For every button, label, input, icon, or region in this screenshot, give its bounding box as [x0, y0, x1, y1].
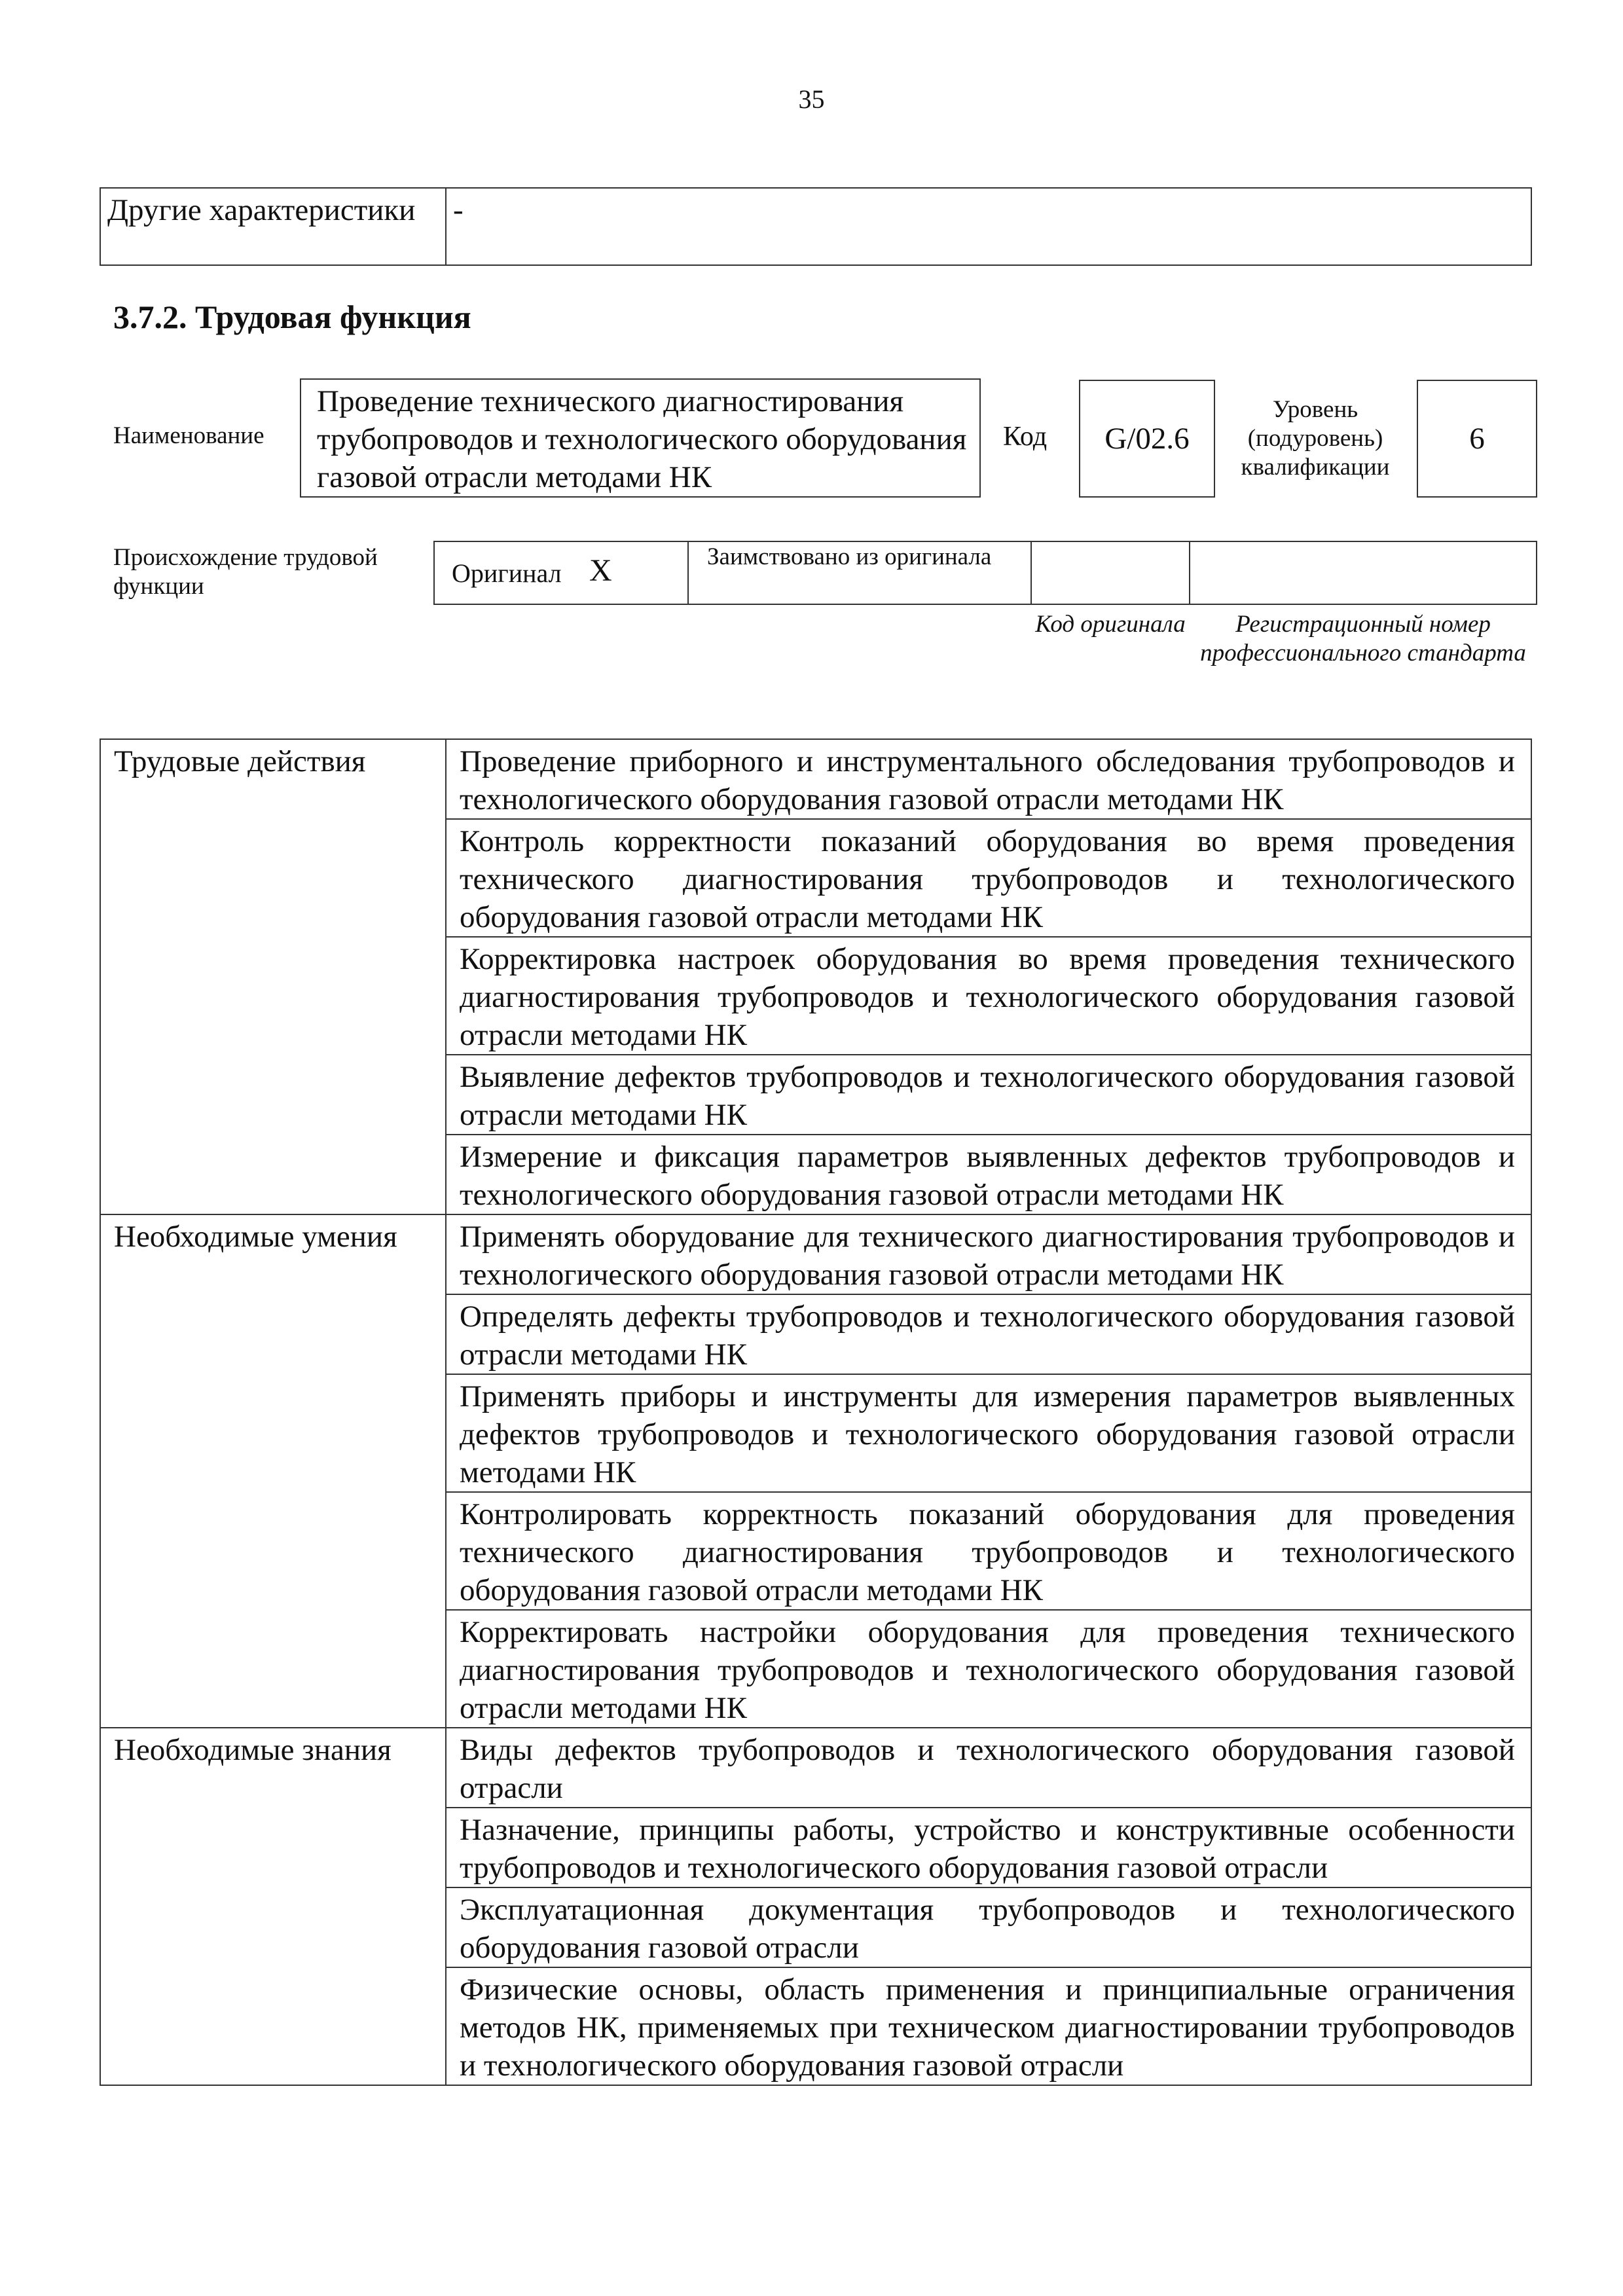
table-row — [100, 1214, 1531, 1294]
name-label: Наименование — [113, 422, 264, 449]
origin-label: Происхождение трудовой функции — [113, 544, 378, 600]
function-name: Проведение технического диагностирования трубопроводов и технологического оборудования газовой отрасли методами НК — [300, 378, 981, 498]
item-cell: Корректировать настройки оборудования для проведения технического диагностирования трубопроводов и технологического оборудования газовой отрасли методами НК — [446, 1610, 1531, 1728]
original-label: Оригинал — [452, 558, 562, 588]
level-value: 6 — [1417, 380, 1537, 498]
item-cell: Корректировка настроек оборудования во время проведения технического диагностирования трубопроводов и технологического оборудования газовой отрасли методами НК — [446, 937, 1531, 1055]
item-cell: Контроль корректности показаний оборудования во время проведения технического диагностирования трубопроводов и технологического оборудования газовой отрасли методами НК — [446, 819, 1531, 937]
level-label: Уровень (подуровень) квалификации — [1241, 396, 1390, 481]
item-cell: Выявление дефектов трубопроводов и технологического оборудования газовой отрасли методами НК — [446, 1055, 1531, 1135]
code-value: G/02.6 — [1079, 380, 1215, 498]
table-row — [100, 739, 1531, 819]
code-label: Код — [1003, 422, 1048, 452]
table-row — [100, 1728, 1531, 1808]
other-label: Другие характеристики — [100, 188, 446, 265]
item-cell: Назначение, принципы работы, устройство и конструктивные особенности трубопроводов и технологического оборудования газовой отрасли — [446, 1808, 1531, 1887]
item-cell: Измерение и фиксация параметров выявленных дефектов трубопроводов и технологического оборудования газовой отрасли методами НК — [446, 1135, 1531, 1214]
original-code-cell — [1030, 541, 1190, 605]
original-code-caption: Код оригинала — [1035, 611, 1186, 638]
table-row — [100, 188, 1531, 265]
item-cell: Эксплуатационная документация трубопроводов и технологического оборудования газовой отрасли — [446, 1887, 1531, 1967]
borrowed-label: Заимствовано из оригинала — [707, 543, 992, 570]
item-cell: Применять приборы и инструменты для измерения параметров выявленных дефектов трубопроводов и технологического оборудования газовой отрасли методами НК — [446, 1374, 1531, 1492]
category-cell: Трудовые действия — [100, 739, 446, 1214]
category-cell: Необходимые умения — [100, 1214, 446, 1728]
section-heading: 3.7.2. Трудовая функция — [113, 299, 471, 335]
item-cell: Проведение приборного и инструментального обследования трубопроводов и технологического оборудования газовой отрасли методами НК — [446, 739, 1531, 819]
item-cell: Определять дефекты трубопроводов и технологического оборудования газовой отрасли методами НК — [446, 1294, 1531, 1374]
item-cell: Физические основы, область применения и принципиальные ограничения методов НК, применяемых при техническом диагностировании трубопроводов и технологического оборудования газовой отрасли — [446, 1967, 1531, 2085]
item-cell: Контролировать корректность показаний оборудования для проведения технического диагностирования трубопроводов и технологического оборудования газовой отрасли методами НК — [446, 1492, 1531, 1610]
category-cell: Необходимые знания — [100, 1728, 446, 2085]
item-cell: Применять оборудование для технического диагностирования трубопроводов и технологического оборудования газовой отрасли методами НК — [446, 1214, 1531, 1294]
other-value: - — [446, 188, 1531, 265]
page-number: 35 — [798, 84, 825, 114]
registration-number-caption: Регистрационный номер профессионального стандарта — [1200, 611, 1526, 666]
other-characteristics-table — [100, 187, 1532, 266]
original-mark: X — [589, 553, 612, 588]
registration-number-cell — [1189, 541, 1537, 605]
labor-function-table — [100, 738, 1532, 2086]
item-cell: Виды дефектов трубопроводов и технологического оборудования газовой отрасли — [446, 1728, 1531, 1808]
